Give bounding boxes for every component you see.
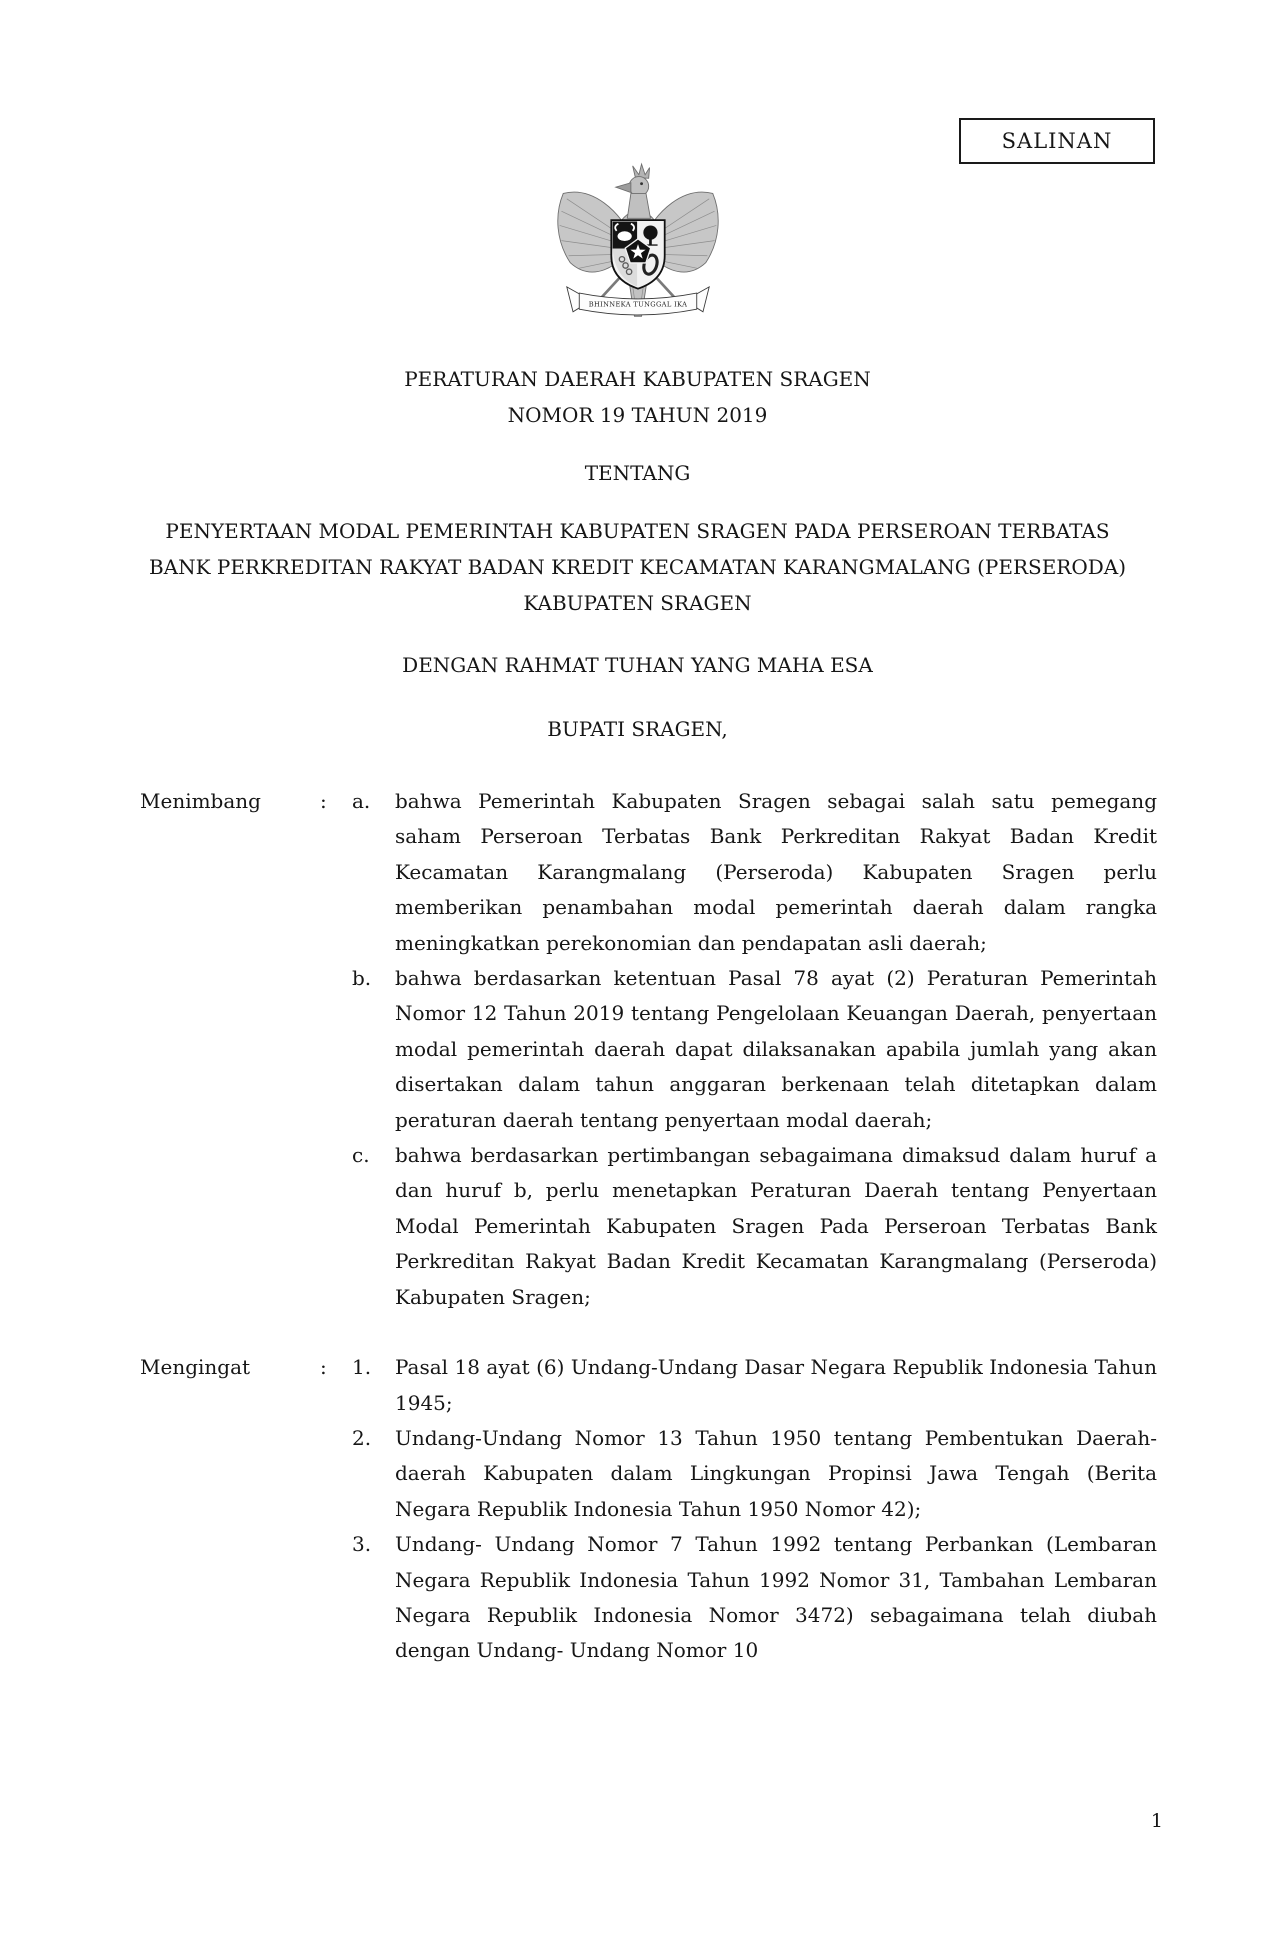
item-text: Undang- Undang Nomor 7 Tahun 1992 tentang Perbankan (Lembaran Negara Republik Indonesia Tahun 1992 Nomor 31, Tambahan Lembaran Negara Republik Indonesia Nomor 3472) sebagaimana telah diubah dengan Undang- Undang Nomor 10 <box>395 1532 1157 1663</box>
item-marker: c. <box>352 1143 370 1168</box>
mengingat-label: Mengingat <box>140 1355 251 1380</box>
regulation-subject: PENYERTAAN MODAL PEMERINTAH KABUPATEN SRAGEN PADA PERSEROAN TERBATAS BANK PERKREDITAN RAKYAT BADAN KREDIT KECAMATAN KARANGMALANG (PERSERODA) KABUPATEN SRAGEN <box>148 519 1127 615</box>
garuda-pancasila-icon <box>549 156 727 343</box>
menimbang-colon: : <box>320 789 327 813</box>
list-item <box>352 1350 1157 1421</box>
official-title: BUPATI SRAGEN, <box>547 717 728 741</box>
item-text: bahwa berdasarkan pertimbangan sebagaimana dimaksud dalam huruf a dan huruf b, perlu menetapkan Peraturan Daerah tentang Penyertaan Modal Pemerintah Kabupaten Sragen Pada Perseroan Terbatas Bank Perkreditan Rakyat Badan Kredit Kecamatan Karangmalang (Perseroda) Kabupaten Sragen; <box>395 1143 1157 1309</box>
preamble-clauses <box>0 784 1275 1669</box>
mengingat-items <box>352 1350 1157 1669</box>
menimbang-items <box>352 784 1157 1315</box>
mengingat-colon: : <box>320 1355 327 1380</box>
item-text: Pasal 18 ayat (6) Undang-Undang Dasar Negara Republik Indonesia Tahun 1945; <box>395 1355 1157 1415</box>
regulation-title-line2: NOMOR 19 TAHUN 2019 <box>507 403 768 427</box>
invocation-line: DENGAN RAHMAT TUHAN YANG MAHA ESA <box>402 653 873 677</box>
regulation-title-line1: PERATURAN DAERAH KABUPATEN SRAGEN <box>404 367 871 391</box>
item-text: bahwa berdasarkan ketentuan Pasal 78 ayat (2) Peraturan Pemerintah Nomor 12 Tahun 2019 tentang Pengelolaan Keuangan Daerah, penyertaan modal pemerintah daerah dapat dilaksanakan apabila jumlah yang akan disertakan dalam tahun anggaran berkenaan telah ditetapkan dalam peraturan daerah tentang penyertaan modal daerah; <box>395 966 1157 1132</box>
menimbang-label: Menimbang <box>140 789 261 813</box>
list-item <box>352 784 1157 961</box>
bhinneka-tunggal-ika-banner: BHINNEKA TUNGGAL IKA <box>588 300 687 309</box>
list-item <box>352 1421 1157 1527</box>
item-marker: a. <box>352 789 371 813</box>
list-item <box>352 1138 1157 1315</box>
garuda-pancasila-emblem <box>549 156 727 343</box>
salinan-stamp-label: SALINAN <box>1001 129 1113 153</box>
item-marker: 3. <box>352 1532 372 1557</box>
item-marker: 1. <box>352 1355 372 1380</box>
menimbang-section <box>0 784 1275 1315</box>
tentang-heading: TENTANG <box>584 461 691 485</box>
mengingat-section <box>0 1350 1275 1669</box>
item-text: bahwa Pemerintah Kabupaten Sragen sebagai salah satu pemegang saham Perseroan Terbatas Bank Perkreditan Rakyat Badan Kredit Kecamatan Karangmalang (Perseroda) Kabupaten Sragen perlu memberikan penambahan modal pemerintah daerah dalam rangka meningkatkan perekonomian dan pendapatan asli daerah; <box>395 789 1157 955</box>
regulation-title <box>0 361 1275 433</box>
item-text: Undang-Undang Nomor 13 Tahun 1950 tentang Pembentukan Daerah-daerah Kabupaten dalam Lingkungan Propinsi Jawa Tengah (Berita Negara Republik Indonesia Tahun 1950 Nomor 42); <box>395 1425 1157 1521</box>
item-marker: 2. <box>352 1425 372 1450</box>
list-item <box>352 1527 1157 1669</box>
salinan-stamp-box <box>959 118 1155 164</box>
list-item <box>352 961 1157 1138</box>
item-marker: b. <box>352 966 372 991</box>
page-number: 1 <box>1150 1810 1163 1832</box>
